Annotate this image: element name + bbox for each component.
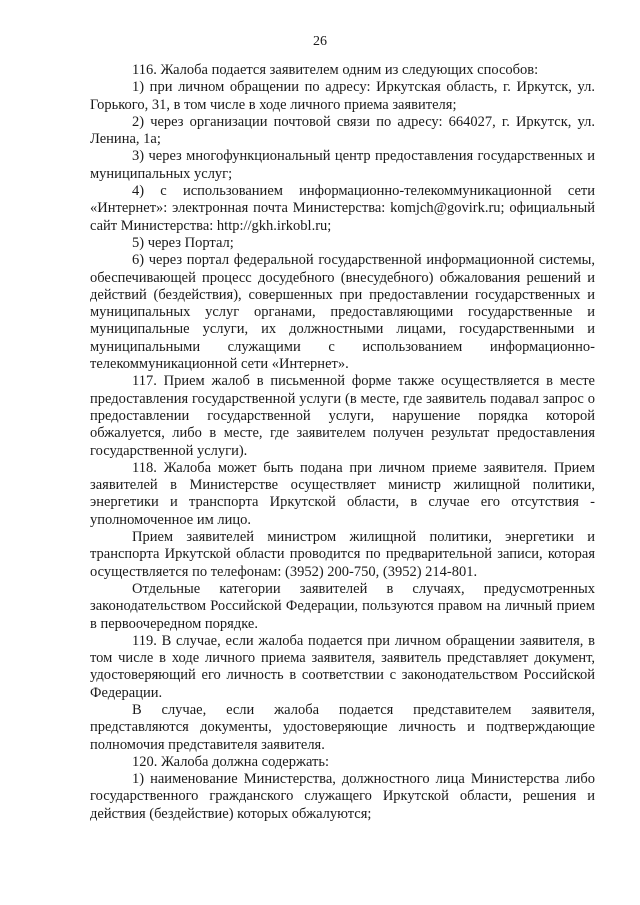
paragraph-119-representative: В случае, если жалоба подается представителем заявителя, представляются документы, удостоверяющие личность и подтверждающие полномочия представителя заявителя. [90,701,595,753]
paragraph-116-item-6: 6) через портал федеральной государственной информационной системы, обеспечивающей процесс досудебного (внесудебного) обжалования решений и действий (бездействия), совершенных при предоставлении государственных и муниципальных услуг органами, предоставляющими государственные и муниципальные услуги, их должностными лицами, государственными и муниципальными служащими с использованием информационно-телекоммуникационной сети «Интернет». [90,252,595,373]
paragraph-120-item-1: 1) наименование Министерства, должностного лица Министерства либо государственного гражданского служащего Иркутской области, решения и действия (бездействие) которых обжалуются; [90,771,595,822]
paragraph-116-item-2: 2) через организации почтовой связи по адресу: 664027, г. Иркутск, ул. Ленина, 1а; [90,113,595,148]
paragraph-118-priority: Отдельные категории заявителей в случаях, предусмотренных законодательством Российской Федерации, пользуются правом на личный прием в первоочередном порядке. [90,580,595,632]
paragraph-117: 117. Прием жалоб в письменной форме также осуществляется в месте предоставления государственной услуги (в месте, где заявитель подавал запрос о предоставлении государственной услуги, нарушение порядка которой обжалуется, либо в месте, где заявителем получен результат предоставления государственной услуги). [90,373,595,459]
paragraph-116-item-3: 3) через многофункциональный центр предоставления государственных и муниципальных услуг; [90,148,595,182]
paragraph-116-item-5: 5) через Портал; [132,234,234,251]
paragraph-118-reception: Прием заявителей министром жилищной политики, энергетики и транспорта Иркутской области проводится по предварительной записи, которая осуществляется по телефонам: (3952) 200-750, (3952) 214-801. [90,529,595,580]
paragraph-119: 119. В случае, если жалоба подается при личном обращении заявителя, в том числе в ходе личного приема заявителя, заявитель представляет документ, удостоверяющий его личность в соответствии с законодательством Российской Федерации. [90,632,595,701]
document-body [90,62,595,823]
paragraph-116-item-1: 1) при личном обращении по адресу: Иркутская область, г. Иркутск, ул. Горького, 31, в том числе в ходе личного приема заявителя; [90,79,595,113]
paragraph-116-item-4: 4) с использованием информационно-телекоммуникационной сети «Интернет»: электронная почта Министерства: komjch@govirk.ru; официальный сайт Министерства: http://gkh.irkobl.ru; [90,183,595,234]
paragraph-118: 118. Жалоба может быть подана при личном приеме заявителя. Прием заявителей в Министерстве осуществляет министр жилищной политики, энергетики и транспорта Иркутской области, в случае его отсутствия - уполномоченное им лицо. [90,459,595,528]
paragraph-120: 120. Жалоба должна содержать: [132,753,330,770]
page-number: 26 [313,34,327,49]
paragraph-116: 116. Жалоба подается заявителем одним из следующих способов: [132,62,539,78]
